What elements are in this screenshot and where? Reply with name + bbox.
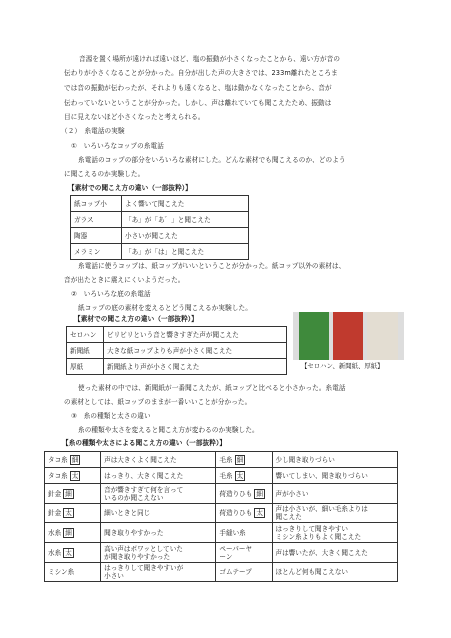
cell-text: 音が響きすぎて何を言って いるのか聞こえない [104,485,184,502]
table2-title: 【素材での聞こえ方の違い（一部抜粋）】 [74,315,198,323]
table1-title: 【素材での聞こえ方の違い（一部抜粋）】 [68,184,192,192]
table-cell: 新聞紙 [67,343,104,359]
table-cell: 陶器 [71,228,122,244]
cell-text: 荷造りひも [219,489,253,498]
materials-photo [293,312,404,360]
table-cell: 紙コップ小 [71,196,122,212]
table-cell: 新聞紙より声が小さく聞こえた [104,359,287,375]
strings-desc: 糸の種類や太さを変えると聞こえ方が変わるのか実験した。 [78,426,259,434]
cell-text: 高い声はボワッとしていた が聞き取りやすかった [104,544,183,561]
cups-desc-line-2: に聞こえるのか実験した。 [64,170,145,178]
material-table [70,195,249,260]
cell-text: 少し聞き取りづらい [275,455,335,464]
thickness-badge: 細 [236,455,244,464]
subheading-strings: ③ 糸の種類と太さの違い [71,412,151,420]
cell-text: 水糸 [48,528,62,537]
table-row [71,244,249,260]
cell-text: はっきり、大きく聞こえた [104,471,184,480]
thickness-badge: 細 [71,455,79,464]
table-cell [101,523,216,543]
cell-text: 細いときと同じ [104,509,151,517]
table-cell [216,523,272,543]
table-cell [216,504,272,523]
thickness-badge: 細 [256,489,263,498]
cell-text: 針金 [48,509,62,517]
table-row [45,468,398,484]
table-row [45,543,398,563]
table-row [45,563,398,582]
table-cell [45,484,101,504]
table-cell [45,563,101,582]
bottom-material-table [66,326,287,375]
cell-text: はっきりして聞きやすい ミシン糸よりもよく聞こえた [275,524,362,541]
table-cell [272,504,398,523]
table-cell [216,563,272,582]
table-cell [272,484,398,504]
cardboard-swatch [367,312,398,360]
cell-text: ほとんど何も聞こえない [275,568,349,576]
cell-text: 声が小さい [275,489,309,498]
table-row [67,343,287,359]
table-row [67,327,287,343]
table-cell: 「あ」が「は」と聞こえた [122,244,249,260]
table-cell [101,563,216,582]
newspaper-swatch [333,312,363,360]
table-cell [272,563,398,582]
table-cell [101,504,216,523]
intro-line-2: 伝わりが小さくなることが分かった。自分が出した声の大きさでは、233m離れたところま [64,69,338,77]
table-row [45,523,398,543]
table-cell [272,543,398,563]
table-cell [45,468,101,484]
after-table2-line-1: 使った素材の中では、新聞紙が一番聞こえたが、紙コップと比べると小さかった。糸電話 [78,384,346,392]
cell-text: 毛糸 [219,471,233,480]
table-cell: ガラス [71,212,122,228]
thickness-badge: 太 [65,509,72,517]
thickness-badge: 太 [256,509,263,517]
table-cell [101,484,216,504]
cell-text: 水糸 [48,548,62,557]
intro-line-5: 目に見えないほど小さくなったと考えられる。 [64,113,205,121]
table-cell: 大きな紙コップよりも声が小さく聞こえた [104,343,287,359]
cell-text: ゴムテープ [219,568,252,576]
cell-text: 声は響いたが、大きく聞こえた [275,548,368,557]
table-cell [216,543,272,563]
table3-title: 【糸の種類や太さによる聞こえ方の違い（一部抜粋）】 [62,439,227,447]
cell-text: 針金 [48,489,62,498]
table-cell [45,504,101,523]
table-cell: 「あ」が「あ゛」と聞こえた [122,212,249,228]
thickness-badge: 太 [65,548,72,557]
table-cell: メラミン [71,244,122,260]
thickness-badge: 細 [65,489,72,498]
table-cell [216,468,272,484]
photo-caption: 【セロハン、新聞紙、厚紙】 [301,362,384,370]
table-cell [272,523,398,543]
cell-text: ペーパーヤ ーン [219,544,253,561]
cups-desc-line-1: 糸電話のコップの部分をいろいろな素材にした。どんな素材でも聞こえるのか、どのよう [78,156,346,164]
table-cell: 小さいが聞こえた [122,228,249,244]
table-row [67,359,287,375]
cell-text: タコ糸 [48,471,68,480]
intro-line-3: では音の振動が伝わったが、それよりも遠くなると、塩は動かなくなったことから、音が [64,84,332,92]
table-cell: 厚紙 [67,359,104,375]
table-cell [216,484,272,504]
thickness-badge: 太 [236,471,244,480]
after-table1-line-2: 音が出たときに震えにくいようだった。 [64,276,185,284]
table-row [45,504,398,523]
cell-text: 聞き取りやすかった [104,528,164,537]
cell-text: 毛糸 [219,455,233,464]
table-cell [101,543,216,563]
string-type-table [44,451,398,582]
subheading-cups: ① いろいろなコップの糸電話 [71,142,164,150]
table-row [45,452,398,468]
cell-text: タコ糸 [48,455,68,464]
after-table2-line-2: の素材としては、紙コップのままが一番いいことが分かった。 [64,398,252,406]
table-cell [272,468,398,484]
thickness-badge: 細 [65,528,72,537]
cellophane-swatch [299,312,329,360]
cell-text: 手縫い糸 [219,528,246,537]
subheading-bottoms: ② いろいろな底の糸電話 [71,290,151,298]
table-cell: セロハン [67,327,104,343]
cell-text: はっきりして聞きやすいが 小さい [104,564,184,580]
table-cell [216,452,272,468]
intro-line-4: 伝わっていないということが分かった。しかし、声は離れていても聞こえたため、振動は [64,99,332,107]
cell-text: 響いてしまい、聞き取りづらい [275,471,368,480]
table-cell [272,452,398,468]
section-heading: （２） 糸電話の実験 [61,127,125,135]
after-table1-line-1: 糸電話に使うコップは、紙コップがいいということが分かった。紙コップ以外の素材は、 [78,262,346,270]
table-row [45,484,398,504]
table-row [71,212,249,228]
table-cell [45,452,101,468]
table-row [71,196,249,212]
cell-text: 声は大きくよく聞こえた [104,455,177,464]
cell-text: ミシン糸 [48,568,75,576]
table-cell [45,543,101,563]
table-row [71,228,249,244]
intro-line-1: 音源を置く場所が遠ければ遠いほど、塩の振動が小さくなったことから、遠い方が音の [79,55,341,63]
table-cell: ビリビリという音と響きすぎた声が聞こえた [104,327,287,343]
table-cell: よく響いて聞こえた [122,196,249,212]
cell-text: 声は小さいが、細い毛糸よりは 聞こえた [275,505,368,521]
table-cell [101,468,216,484]
cell-text: 荷造りひも [219,509,253,517]
bottoms-desc: 紙コップの底の素材を変えるとどう聞こえるか実験した。 [78,304,252,312]
table-cell [101,452,216,468]
table-cell [45,523,101,543]
thickness-badge: 太 [71,471,79,480]
